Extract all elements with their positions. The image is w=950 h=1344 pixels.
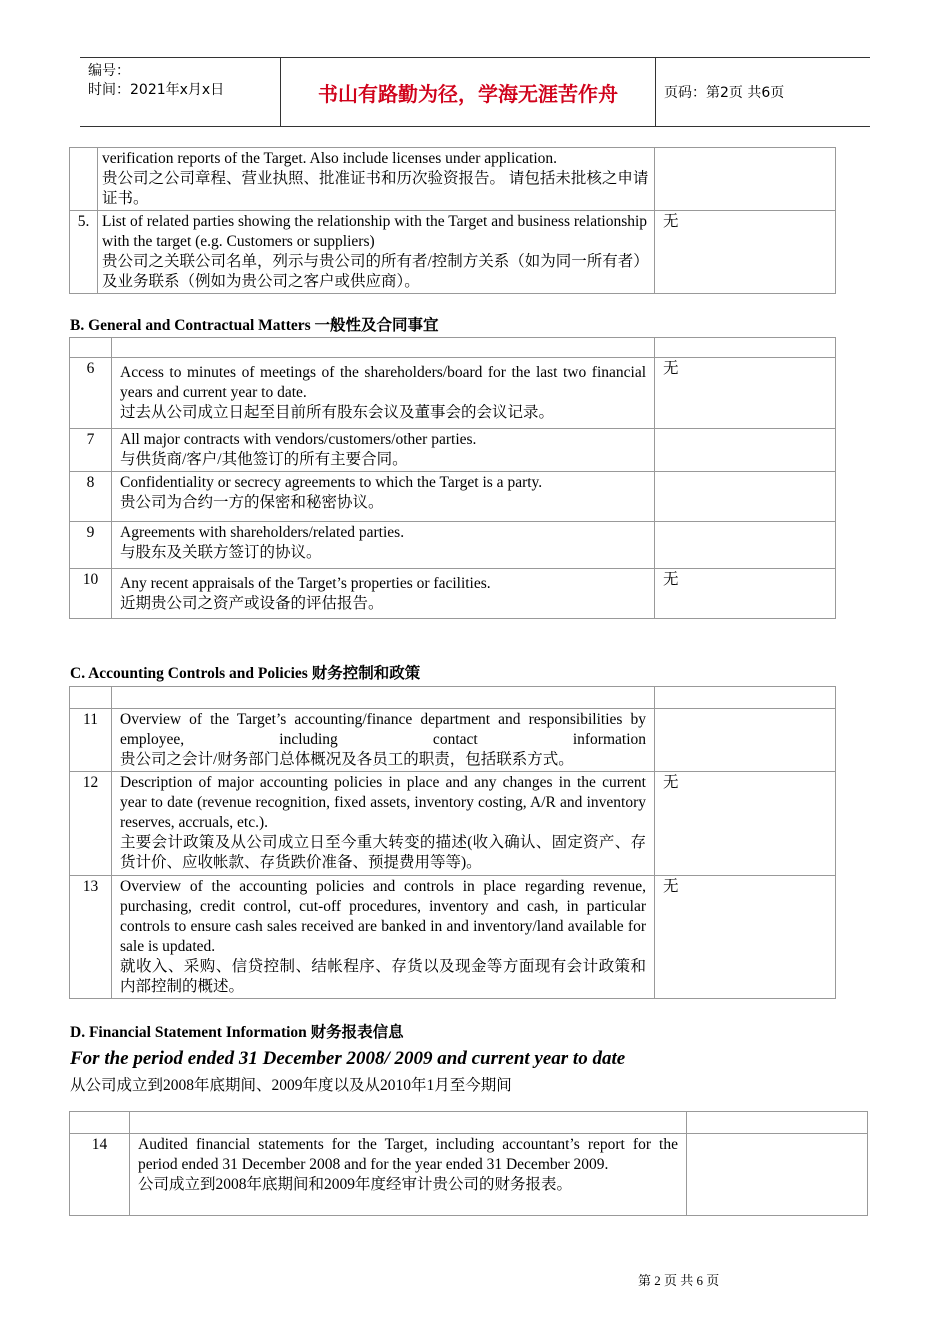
- section-c-title: C. Accounting Controls and Policies 财务控制和政策: [70, 665, 421, 682]
- row-description: [112, 429, 655, 472]
- row-description: [112, 876, 655, 999]
- description-cn: 近期贵公司之资产或设备的评估报告。: [120, 595, 384, 612]
- row-response: 无: [655, 358, 836, 429]
- table-row: [70, 211, 836, 294]
- table-row: [70, 429, 836, 472]
- table-row: [70, 472, 836, 522]
- description-en: verification reports of the Target. Also include licenses under application.: [102, 150, 558, 167]
- description-en: Overview of the Target’s accounting/finance department and responsibilities by employee, including contact information: [120, 711, 646, 748]
- description-en: Any recent appraisals of the Target’s properties or facilities.: [120, 575, 491, 592]
- table-company-docs: [69, 147, 836, 294]
- row-number: 11: [70, 709, 112, 772]
- description-cn: 贵公司之公司章程、营业执照、批准证书和历次验资报告。 请包括未批核之申请证书。: [102, 170, 649, 207]
- row-response: 无: [655, 876, 836, 999]
- description-cn: 与供货商/客户/其他签订的所有主要合同。: [120, 451, 408, 468]
- row-response: [655, 148, 836, 211]
- description-cn: 与股东及关联方签订的协议。: [120, 544, 322, 561]
- row-response: 无: [655, 211, 836, 294]
- table-row: [70, 1134, 868, 1216]
- description-en: Confidentiality or secrecy agreements to which the Target is a party.: [120, 474, 543, 491]
- row-description: [112, 709, 655, 772]
- table-row: [70, 148, 836, 211]
- description-cn: 就收入、采购、信贷控制、结帐程序、存货以及现金等方面现有会计政策和内部控制的概述。: [120, 958, 646, 995]
- row-number: [70, 148, 98, 211]
- row-response: [655, 429, 836, 472]
- page-footer: 第 2 页 共 6 页: [638, 1273, 720, 1288]
- table-general-matters: [69, 337, 836, 619]
- row-number: 12: [70, 772, 112, 876]
- row-description: [112, 522, 655, 569]
- row-number: 13: [70, 876, 112, 999]
- description-en: All major contracts with vendors/customers/other parties.: [120, 431, 477, 448]
- table-row: [70, 569, 836, 619]
- table-header-row: [70, 338, 836, 358]
- table-accounting-controls: [69, 686, 836, 999]
- table-row: [70, 876, 836, 999]
- row-number: 5.: [70, 211, 98, 294]
- table-header-row: [70, 1112, 868, 1134]
- description-en: List of related parties showing the relationship with the Target and business relationship with the target (e.g. Customers or suppliers): [102, 213, 648, 250]
- description-en: Overview of the accounting policies and controls in place regarding revenue, purchasing, credit control, cut-off procedures, inventory and cash, in particular controls to ensure cash sales received are banked in and inventory/land available for sale is updated.: [120, 878, 646, 955]
- description-cn: 贵公司之会计/财务部门总体概况及各员工的职责，包括联系方式。: [120, 751, 574, 768]
- row-number: 6: [70, 358, 112, 429]
- row-description: [112, 772, 655, 876]
- row-description: [112, 358, 655, 429]
- document-number-label: 编号：: [88, 63, 130, 79]
- row-response: [655, 522, 836, 569]
- description-cn: 主要会计政策及从公司成立日至今重大转变的描述(收入确认、固定资产、存货计价、应收帐款、存货跌价准备、预提费用等等)。: [120, 834, 646, 871]
- row-response: [687, 1134, 868, 1216]
- header-motto: 书山有路勤为径，学海无涯苦作舟: [280, 58, 656, 126]
- row-description: [98, 211, 655, 294]
- description-cn: 贵公司之关联公司名单，列示与贵公司的所有者/控制方关系（如为同一所有者）及业务联系（例如为贵公司之客户或供应商）。: [102, 253, 649, 290]
- description-en: Access to minutes of meetings of the shareholders/board for the last two financial years and current year to date.: [120, 364, 646, 401]
- table-row: [70, 772, 836, 876]
- page-header: [80, 57, 870, 127]
- description-en: Audited financial statements for the Target, including accountant’s report for the period ended 31 December 2008 and for the year ended 31 December 2009.: [138, 1136, 678, 1173]
- header-meta: [88, 62, 278, 100]
- description-cn: 贵公司为合约一方的保密和秘密协议。: [120, 494, 384, 511]
- description-cn: 过去从公司成立日起至目前所有股东会议及董事会的会议记录。: [120, 404, 555, 421]
- period-heading-cn: 从公司成立到2008年底期间、2009年度以及从2010年1月至今期间: [70, 1077, 512, 1094]
- row-response: 无: [655, 569, 836, 619]
- table-row: [70, 358, 836, 429]
- document-time-label: 时间：2021年x月x日: [88, 82, 225, 98]
- row-description: [98, 148, 655, 211]
- row-number: 8: [70, 472, 112, 522]
- section-b-title: B. General and Contractual Matters 一般性及合同事宜: [70, 317, 439, 334]
- table-financial-statements: [69, 1111, 868, 1216]
- row-number: 14: [70, 1134, 130, 1216]
- row-response: [655, 709, 836, 772]
- header-page-label: 页码：第2页 共6页: [664, 85, 785, 101]
- row-description: [112, 472, 655, 522]
- period-heading: For the period ended 31 December 2008/ 2009 and current year to date: [70, 1048, 626, 1069]
- row-response: [655, 472, 836, 522]
- table-header-row: [70, 687, 836, 709]
- description-en: Description of major accounting policies in place and any changes in the current year to date (revenue recognition, fixed assets, inventory costing, A/R and inventory reserves, accruals, etc.).: [120, 774, 646, 831]
- row-number: 7: [70, 429, 112, 472]
- section-d-title: D. Financial Statement Information 财务报表信息: [70, 1024, 404, 1041]
- row-description: [130, 1134, 687, 1216]
- table-row: [70, 709, 836, 772]
- row-description: [112, 569, 655, 619]
- row-number: 9: [70, 522, 112, 569]
- table-row: [70, 522, 836, 569]
- description-cn: 公司成立到2008年底期间和2009年度经审计贵公司的财务报表。: [138, 1176, 573, 1193]
- row-response: 无: [655, 772, 836, 876]
- description-en: Agreements with shareholders/related parties.: [120, 524, 405, 541]
- row-number: 10: [70, 569, 112, 619]
